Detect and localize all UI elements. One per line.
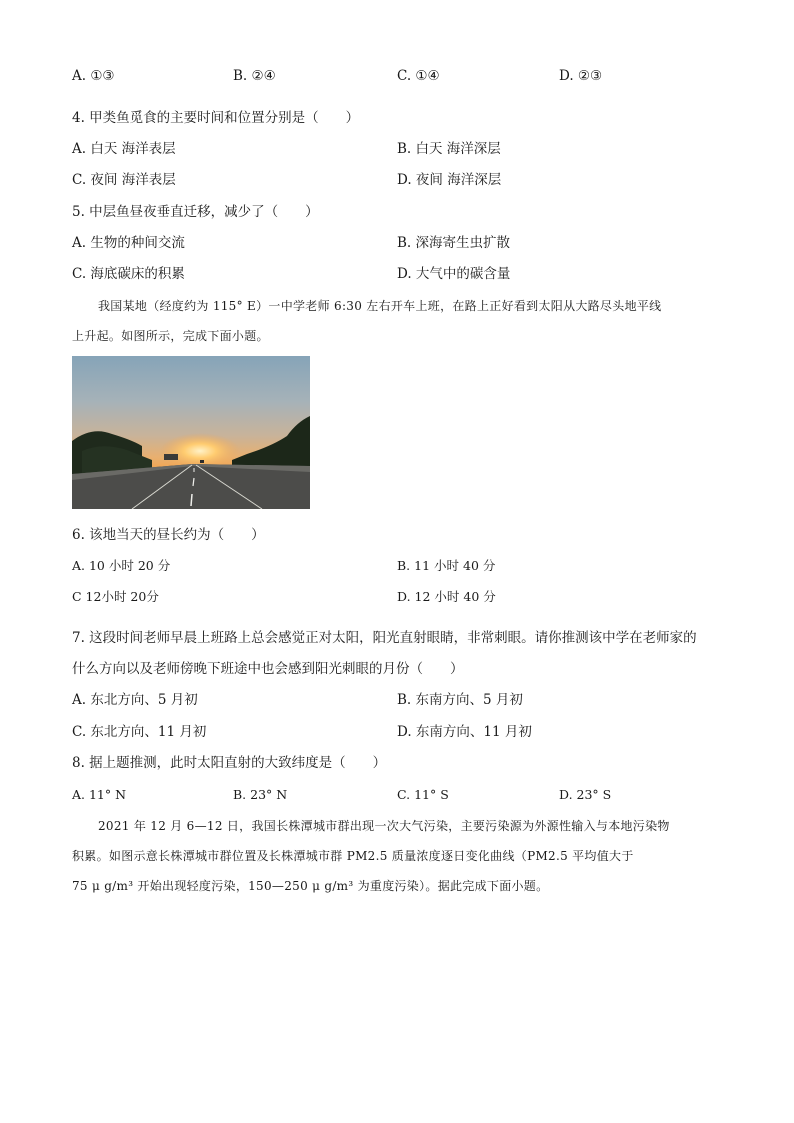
pollution-line-3: 75 μ g/m³ 开始出现轻度污染，150—250 μ g/m³ 为重度污染）。据此完成下面小题。	[72, 879, 549, 893]
intro-line-2: 上升起。如图所示，完成下面小题。	[72, 329, 269, 343]
q5-option-c[interactable]: C. 海底碳床的积累	[72, 266, 185, 282]
intro-line-1: 我国某地（经度约为 115° E）一中学老师 6:30 左右开车上班，在路上正好看到太阳从大路尽头地平线	[98, 299, 662, 313]
q6-option-a[interactable]: A. 10 小时 20 分	[72, 558, 171, 573]
q3-option-a[interactable]: A. ①③	[72, 68, 115, 84]
q8-option-d[interactable]: D. 23° S	[559, 787, 612, 802]
q7-stem-line-2: 什么方向以及老师傍晚下班途中也会感到阳光刺眼的月份（ ）	[72, 661, 464, 677]
q5-option-b[interactable]: B. 深海寄生虫扩散	[397, 235, 511, 251]
q4-option-c[interactable]: C. 夜间 海洋表层	[72, 172, 176, 188]
q3-option-d[interactable]: D. ②③	[559, 68, 603, 84]
q8-option-b[interactable]: B. 23° N	[233, 787, 288, 802]
q3-option-b[interactable]: B. ②④	[233, 68, 276, 84]
q7-option-a[interactable]: A. 东北方向、5 月初	[72, 692, 198, 708]
q5-stem: 5. 中层鱼昼夜垂直迁移，减少了（ ）	[72, 204, 319, 220]
q6-stem: 6. 该地当天的昼长约为（ ）	[72, 527, 265, 543]
q6-option-b[interactable]: B. 11 小时 40 分	[397, 558, 496, 573]
q7-option-c[interactable]: C. 东北方向、11 月初	[72, 724, 207, 740]
intro-paragraph-sunrise	[72, 291, 722, 351]
q4-option-a[interactable]: A. 白天 海洋表层	[72, 141, 176, 157]
intro-paragraph-pollution	[72, 811, 722, 901]
q5-option-a[interactable]: A. 生物的种间交流	[72, 235, 185, 251]
q4-option-d[interactable]: D. 夜间 海洋深层	[397, 172, 502, 188]
q6-option-c[interactable]: C 12小时 20分	[72, 589, 159, 604]
q7-stem-line-1: 7. 这段时间老师早晨上班路上总会感觉正对太阳，阳光直射眼睛，非常刺眼。请你推测该中学在老师家的	[72, 630, 697, 646]
q4-option-b[interactable]: B. 白天 海洋深层	[397, 141, 501, 157]
sunrise-highway-photo	[72, 356, 310, 509]
q6-option-d[interactable]: D. 12 小时 40 分	[397, 589, 496, 604]
pollution-line-1: 2021 年 12 月 6—12 日，我国长株潭城市群出现一次大气污染，主要污染源为外源性输入与本地污染物	[98, 819, 670, 833]
q8-option-a[interactable]: A. 11° N	[72, 787, 127, 802]
q3-option-c[interactable]: C. ①④	[397, 68, 440, 84]
q4-stem: 4. 甲类鱼觅食的主要时间和位置分别是（ ）	[72, 110, 360, 126]
q7-option-b[interactable]: B. 东南方向、5 月初	[397, 692, 523, 708]
pollution-line-2: 积累。如图示意长株潭城市群位置及长株潭城市群 PM2.5 质量浓度逐日变化曲线（PM2.5 平均值大于	[72, 849, 634, 863]
q7-option-d[interactable]: D. 东南方向、11 月初	[397, 724, 532, 740]
q8-option-c[interactable]: C. 11° S	[397, 787, 449, 802]
q8-stem: 8. 据上题推测，此时太阳直射的大致纬度是（ ）	[72, 755, 387, 771]
q5-option-d[interactable]: D. 大气中的碳含量	[397, 266, 511, 282]
